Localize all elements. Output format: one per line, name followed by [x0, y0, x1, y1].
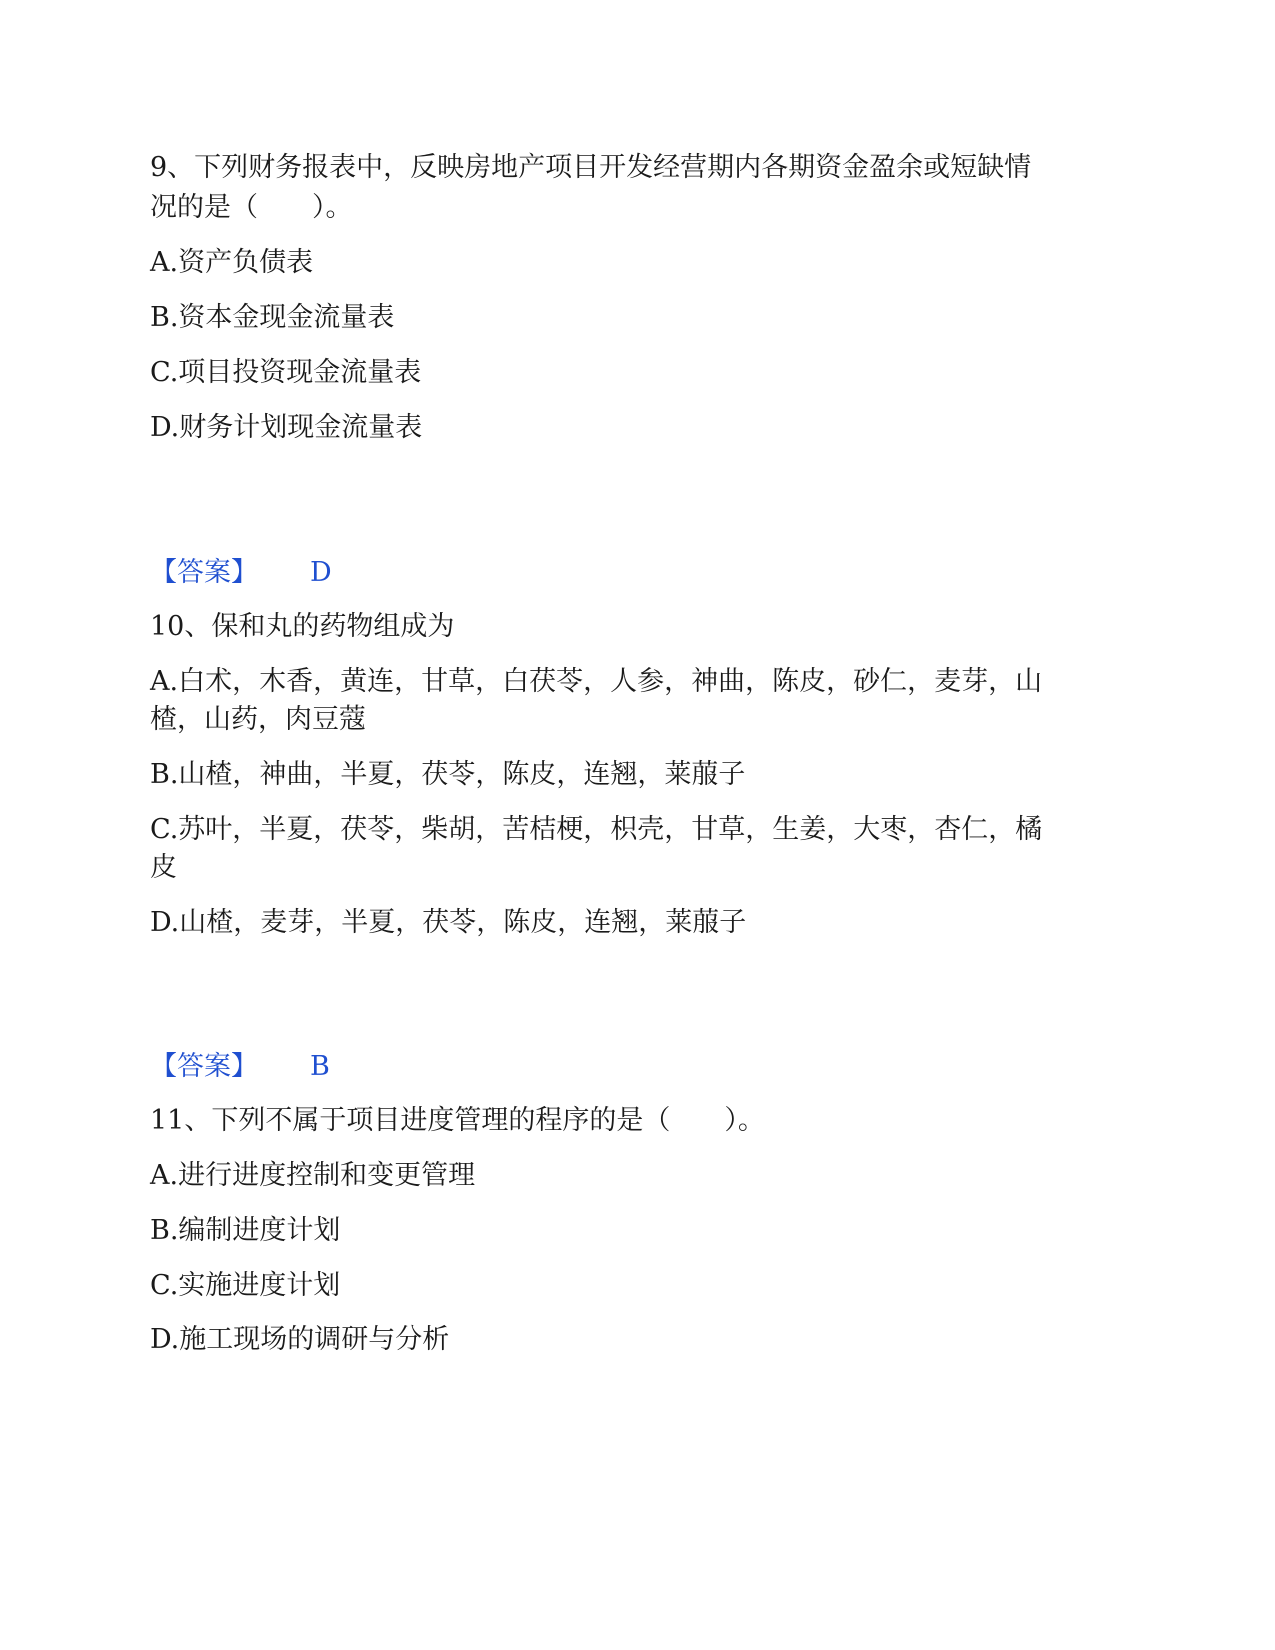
- question-10-answer: [150, 1047, 330, 1087]
- answer-value: D: [310, 557, 332, 588]
- answer-label: 【答案】: [150, 557, 258, 588]
- answer-value: B: [310, 1051, 330, 1082]
- question-9-answer: [150, 553, 332, 593]
- question-10-option-a-line-1: A.白术，木香，黄连，甘草，白茯苓，人参，神曲，陈皮，砂仁，麦芽，山: [150, 666, 1043, 697]
- question-9-option-b: B.资本金现金流量表: [150, 302, 395, 333]
- answer-label: 【答案】: [150, 1051, 258, 1082]
- question-9-option-a: A.资产负债表: [150, 247, 314, 278]
- question-10-stem: 10、保和丸的药物组成为: [150, 611, 455, 642]
- question-11-option-b: B.编制进度计划: [150, 1215, 341, 1246]
- question-10-option-a-line-2: 楂，山药，肉豆蔻: [150, 704, 366, 735]
- question-11-option-c: C.实施进度计划: [150, 1270, 341, 1301]
- question-10-option-c-line-1: C.苏叶，半夏，茯苓，柴胡，苦桔梗，枳壳，甘草，生姜，大枣，杏仁，橘: [150, 814, 1043, 845]
- question-9-stem-line-2: 况的是（ ）。: [150, 192, 353, 223]
- question-11-stem: 11、下列不属于项目进度管理的程序的是（ ）。: [150, 1105, 765, 1136]
- question-9-stem-line-1: 9、下列财务报表中，反映房地产项目开发经营期内各期资金盈余或短缺情: [150, 152, 1032, 183]
- question-10-option-c-line-2: 皮: [150, 852, 177, 883]
- question-10-option-d: D.山楂，麦芽，半夏，茯苓，陈皮，连翘，莱菔子: [150, 907, 747, 938]
- question-10-option-b: B.山楂，神曲，半夏，茯苓，陈皮，连翘，莱菔子: [150, 759, 746, 790]
- question-9-option-d: D.财务计划现金流量表: [150, 412, 423, 443]
- question-9-option-c: C.项目投资现金流量表: [150, 357, 422, 388]
- question-11-option-a: A.进行进度控制和变更管理: [150, 1160, 476, 1191]
- question-11-option-d: D.施工现场的调研与分析: [150, 1324, 450, 1355]
